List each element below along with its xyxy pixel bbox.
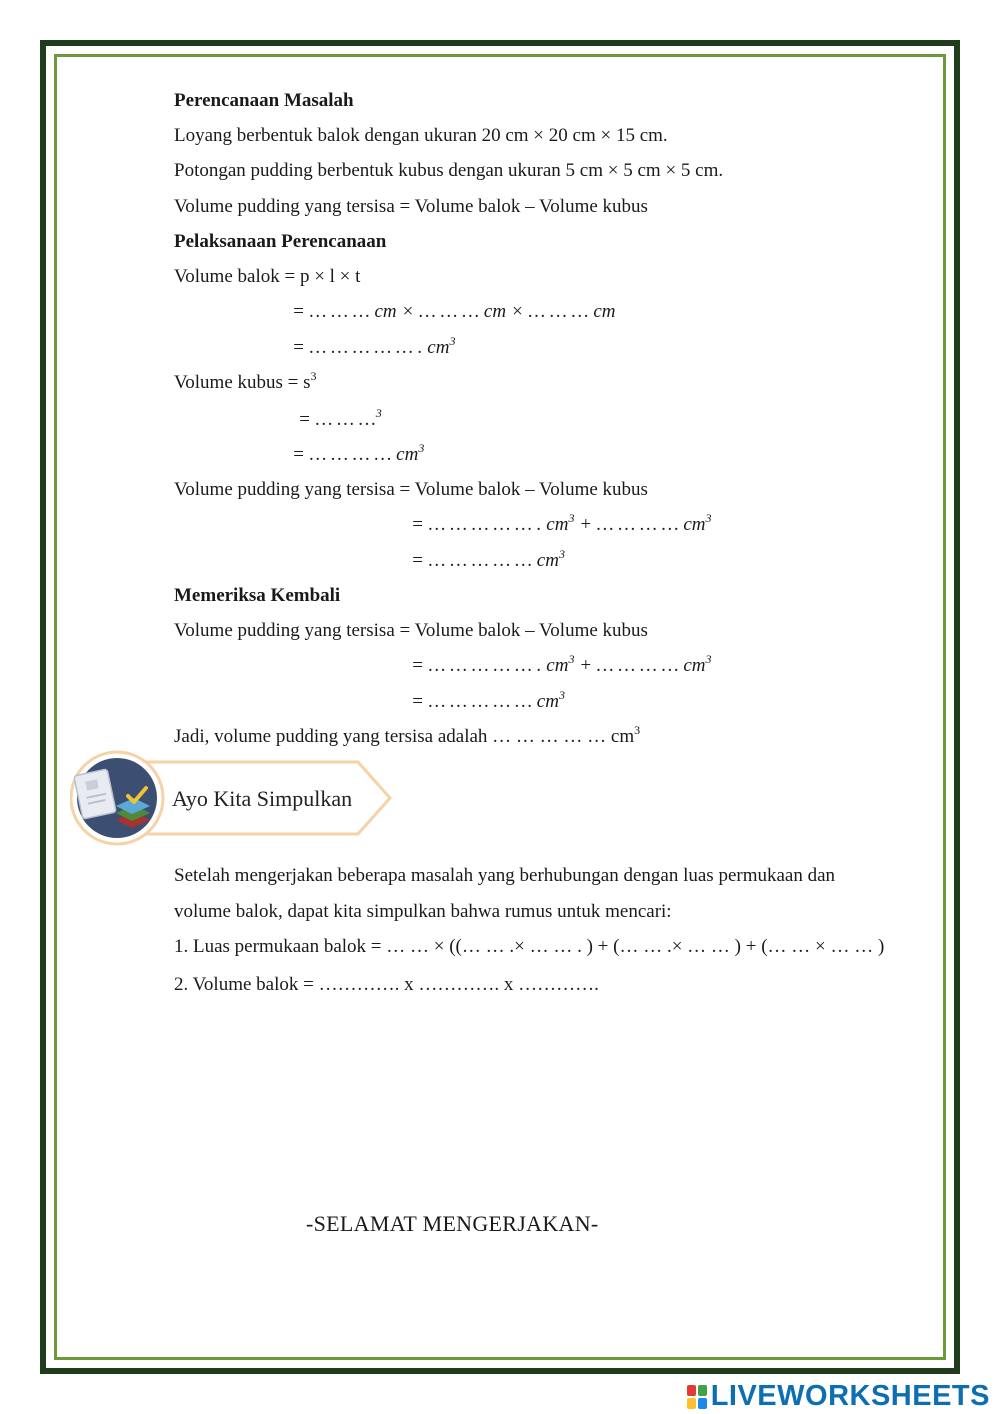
execution-remaining-label: Volume pudding yang tersisa = Volume balok – Volume kubus	[174, 479, 648, 500]
summary-intro-1: Setelah mengerjakan beberapa masalah yang berhubungan dengan luas permukaan dan	[174, 865, 836, 886]
review-remaining-label: Volume pudding yang tersisa = Volume balok – Volume kubus	[174, 620, 648, 641]
summary-item-2: 2. Volume balok = …………. x …………. x ………….	[174, 974, 599, 995]
brand-name: LIVEWORKSHEETS	[710, 1380, 990, 1412]
banner-label: Ayo Kita Simpulkan	[172, 786, 353, 811]
review-conclusion: Jadi, volume pudding yang tersisa adalah … … … … … $cm^3$	[174, 723, 641, 747]
execution-heading: Pelaksanaan Perencanaan	[174, 231, 387, 252]
planning-line-2: Potongan pudding berbentuk kubus dengan ukuran 5 cm × 5 cm × 5 cm.	[174, 160, 724, 181]
summary-intro-2: volume balok, dapat kita simpulkan bahwa rumus untuk mencari:	[174, 901, 672, 922]
balok-step-1: = … … … cm × … … … cm × … … … cm	[292, 301, 616, 322]
execution-remaining-step-2: = … … … … … $cm^3$	[411, 547, 565, 571]
planning-line-3: Volume pudding yang tersisa = Volume balok – Volume kubus	[174, 196, 648, 217]
conclusion-banner	[70, 750, 400, 846]
balok-step-2: = … … … … … . $cm^3$	[292, 334, 456, 358]
brand-logo-icon	[687, 1385, 707, 1409]
kubus-step-1: = … … …$^3$	[298, 406, 382, 430]
kubus-step-2: = … … … … $cm^3$	[292, 441, 425, 465]
balok-formula: Volume balok = p × l × t	[174, 266, 361, 287]
closing-text: -SELAMAT MENGERJAKAN-	[306, 1211, 599, 1236]
planning-heading: Perencanaan Masalah	[174, 90, 354, 111]
review-step-2: = … … … … … $cm^3$	[411, 688, 565, 712]
execution-remaining-step-1: = … … … … … . $cm^3$ + … … … … $cm^3$	[411, 511, 712, 535]
liveworksheets-logo	[687, 1380, 990, 1413]
planning-line-1: Loyang berbentuk balok dengan ukuran 20 cm × 20 cm × 15 cm.	[174, 125, 668, 146]
kubus-formula: Volume kubus = $s^3$	[174, 369, 317, 393]
summary-item-1: 1. Luas permukaan balok = … … × ((… … .× … … . ) + (… … .× … … ) + (… … × … … )	[174, 936, 885, 957]
review-step-1: = … … … … … . $cm^3$ + … … … … $cm^3$	[411, 652, 712, 676]
review-heading: Memeriksa Kembali	[174, 585, 341, 606]
